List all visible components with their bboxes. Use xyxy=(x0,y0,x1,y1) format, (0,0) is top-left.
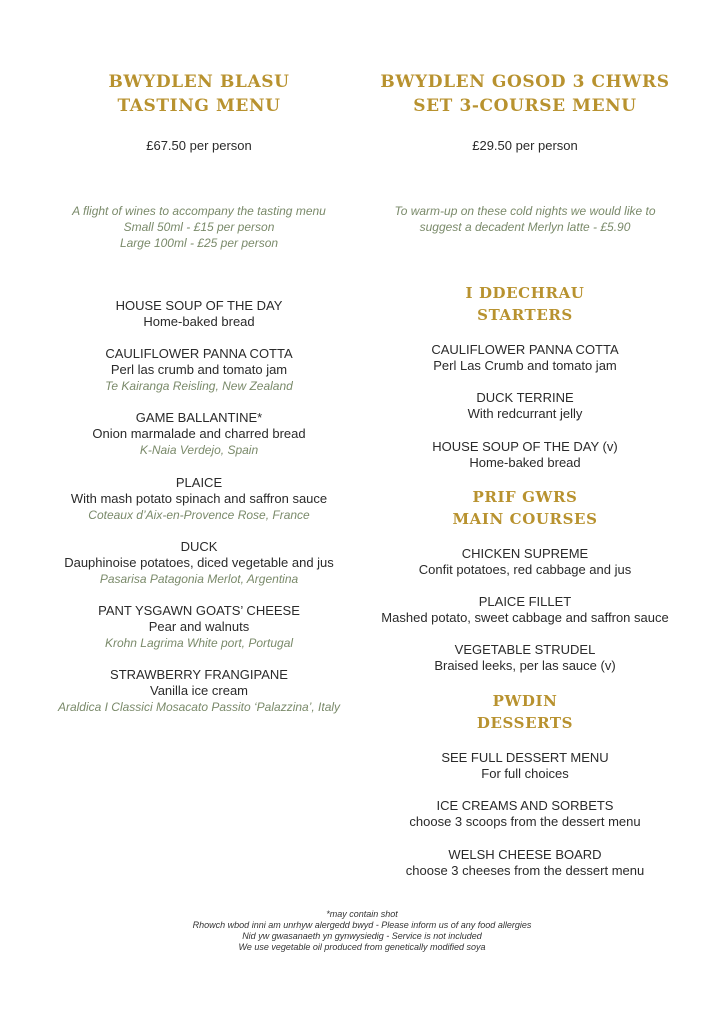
set-dish: WELSH CHEESE BOARD choose 3 cheeses from the dessert menu xyxy=(405,847,645,878)
set-title-english: SET 3-COURSE MENU xyxy=(413,96,637,116)
tasting-dish: PLAICE With mash potato spinach and saffron sauce Coteaux d’Aix-en-Provence Rose, France xyxy=(36,475,362,523)
wine-pairing: Te Kairanga Reisling, New Zealand xyxy=(105,379,293,393)
tasting-dish: CAULIFLOWER PANNA COTTA Perl las crumb and tomato jam Te Kairanga Reisling, New Zealand xyxy=(36,346,362,394)
tasting-title-welsh: BWYDLEN BLASU xyxy=(108,72,290,92)
footer-oil-note: We use vegetable oil produced from genetically modified soya xyxy=(238,942,486,952)
set-dish: ICE CREAMS AND SORBETS choose 3 scoops from the dessert menu xyxy=(409,798,641,829)
set-dish: CAULIFLOWER PANNA COTTA Perl Las Crumb and tomato jam xyxy=(431,342,619,373)
wine-pairing: Pasarisa Patagonia Merlot, Argentina xyxy=(99,572,299,586)
set-dish: DUCK TERRINE With redcurrant jelly xyxy=(467,390,583,421)
tasting-price: £67.50 per person xyxy=(146,138,252,153)
wine-flight-note: A flight of wines to accompany the tasting menu Small 50ml - £15 per person Large 100ml - £25 per person xyxy=(72,204,326,250)
footer-shot-note: *may contain shot xyxy=(326,909,398,919)
tasting-dish: HOUSE SOUP OF THE DAY Home-baked bread xyxy=(115,298,283,329)
section-heading-starters: I DDECHRAU STARTERS xyxy=(465,284,585,324)
footer-service-note: Nid yw gwasanaeth yn gynwysiedig - Service is not included xyxy=(242,931,482,941)
tasting-dish: DUCK Dauphinoise potatoes, diced vegetable and jus Pasarisa Patagonia Merlot, Argentina xyxy=(36,539,362,587)
set-menu-heading xyxy=(362,70,688,118)
wine-pairing: Araldica I Classici Mosacato Passito ‘Palazzina’, Italy xyxy=(57,700,341,714)
footer-notes xyxy=(0,909,724,953)
wine-pairing: Coteaux d’Aix-en-Provence Rose, France xyxy=(88,508,310,522)
latte-note: To warm-up on these cold nights we would like to suggest a decadent Merlyn latte - £5.90 xyxy=(394,204,656,234)
section-heading-desserts: PWDIN DESSERTS xyxy=(476,692,574,732)
set-price: £29.50 per person xyxy=(472,138,578,153)
tasting-menu-heading xyxy=(36,70,362,118)
wine-pairing: K-Naia Verdejo, Spain xyxy=(139,443,259,457)
set-title-welsh: BWYDLEN GOSOD 3 CHWRS xyxy=(380,72,670,92)
set-dish: SEE FULL DESSERT MENU For full choices xyxy=(441,750,609,781)
tasting-dish: STRAWBERRY FRANGIPANE Vanilla ice cream Araldica I Classici Mosacato Passito ‘Palazzina’, Italy xyxy=(36,667,362,715)
set-dish: PLAICE FILLET Mashed potato, sweet cabbage and saffron sauce xyxy=(381,594,669,625)
set-dish: HOUSE SOUP OF THE DAY (v) Home-baked bread xyxy=(432,439,618,470)
set-dish: CHICKEN SUPREME Confit potatoes, red cabbage and jus xyxy=(418,546,632,577)
set-dish: VEGETABLE STRUDEL Braised leeks, per las sauce (v) xyxy=(434,642,616,673)
wine-pairing: Krohn Lagrima White port, Portugal xyxy=(104,636,294,650)
section-heading-main-courses: PRIF GWRS MAIN COURSES xyxy=(452,488,598,528)
footer-allergy-note: Rhowch wbod inni am unrhyw alergedd bwyd - Please inform us of any food allergies xyxy=(192,920,532,930)
tasting-title-english: TASTING MENU xyxy=(117,96,281,116)
tasting-dish: PANT YSGAWN GOATS’ CHEESE Pear and walnuts Krohn Lagrima White port, Portugal xyxy=(36,603,362,651)
tasting-dish: GAME BALLANTINE* Onion marmalade and charred bread K-Naia Verdejo, Spain xyxy=(36,410,362,458)
